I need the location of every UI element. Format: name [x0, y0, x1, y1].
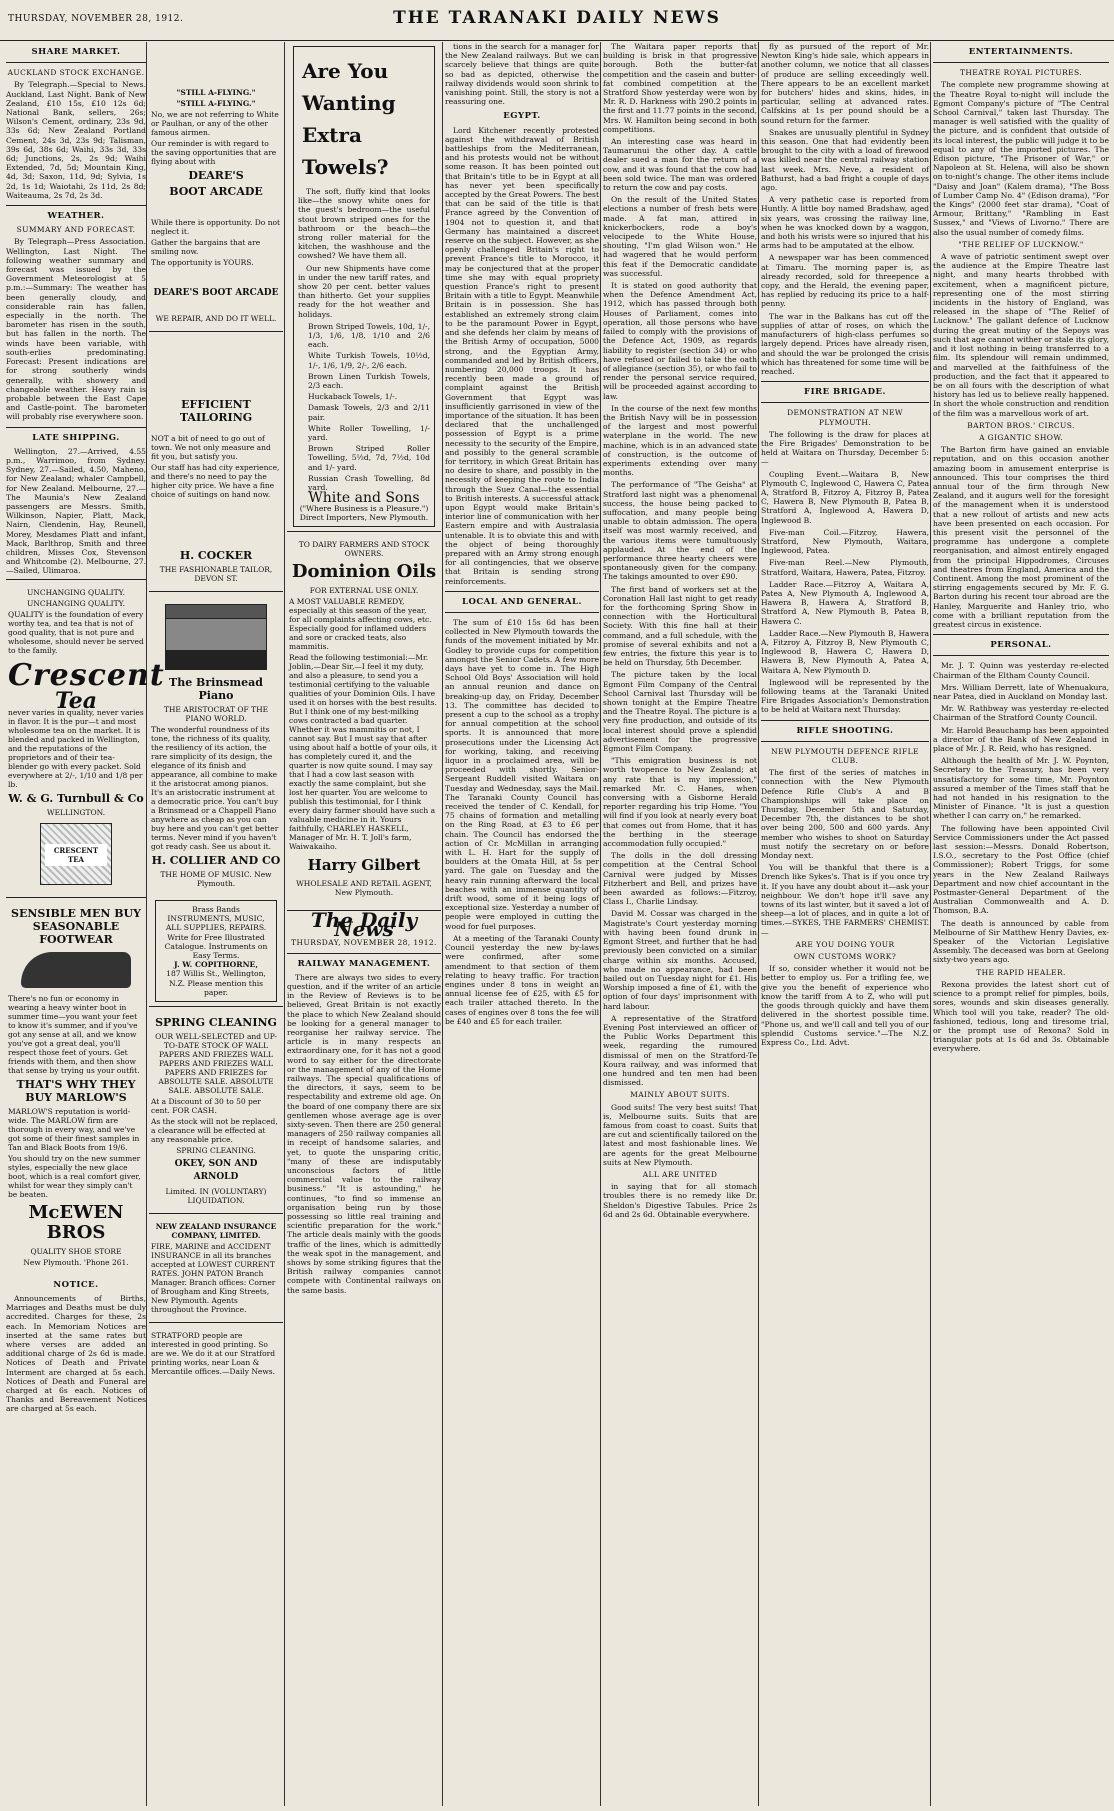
spring-text: OUR WELL-SELECTED and UP-TO-DATE STOCK OF WALL PAPERS AND FRIEZES WALL PAPERS AND FRIEZES WALL PAPERS AND FRIEZES for ABSOLUTE SALE. ABSOLUTE SALE. ABSOLUTE SALE. [155, 1032, 277, 1096]
flying-line-1: "STILL A-FLYING." [176, 88, 256, 97]
efficient-heading: EFFICIENT TAILORING [179, 398, 253, 424]
towel-text-2: Our new Shipments have come in under the new tariff rates, and show 20 per cent. better values than hitherto. Get your supplies ready for the hot weather and holidays. [298, 263, 430, 319]
news-paragraph: The Waitara paper reports that building is brisk in that progressive borough. Both the butter-fat competition and the casein and butter-fat combined competition at the Stratford Show yesterday were won by Mr. R. D. Harkness with 290.2 points in the first and 11.77 points in the second, Mrs. W. Hamilton being second in both competitions. [603, 42, 757, 134]
gilbert-name: Harry Gilbert [307, 855, 421, 874]
railway-text: There are always two sides to every question, and if the writer of an article in the Review of Reviews is to be believed, Great Britain is not exactly the place to which New Zealand should be looking for a general manager to reorganise her railway service. The article is in many respects an extraordinary one, for it has not a good word to say either for the directorate or the management of any of the Home railways. The special qualifications of the directors, it says, seem to be respectability and extreme old age. On the board of one company there are six gentlemen whose average age is over sixty-seven. Then there are 250 general managers of 250 railway companies all in receipt of handsome salaries, and yet, to quote the unsparing critic, "many of these are indisputably unconscious factors of little commercial value to the railway business." "It is astounding," he continues, "to find so immense an organisation being run by those possessing so little real training and scientific preparation for the work." The article deals mainly with the goods traffic of the lines, which is admittedly the weak spot in the management, and shows by some striking figures that the British railway companies cannot compete with Continental railways on the same basis. [287, 972, 441, 1295]
news-paragraph: The first band of workers set at the Coronation Hall last night to get ready for the forthcoming Spring Show in connection with the Horticultural Society. With this fine hall at their command, and a full schedule, with the promise of several exhibits and not a few entries, the fixture this year is to be held on Thursday, 5th December. [603, 584, 757, 668]
lucknow-heading: "THE RELIEF OF LUCKNOW." [958, 239, 1084, 249]
nz-insurance-heading: NEW ZEALAND INSURANCE COMPANY, LIMITED. [155, 1222, 277, 1241]
news-paragraph: The performance of "The Geisha" at Stratford last night was a phenomenal success, the house being packed to suffocation, and many people being unable to obtain admission. The opera itself was most warmly received, and the various items were tumultuously applauded. At the end of the performance three hearty cheers were spontaneously given for the company. The takings amounted to over £90. [603, 480, 757, 582]
news-paragraph: An interesting case was heard in Taumarunui the other day. A cattle dealer sued a man for the return of a cow, and it was found that the cow had been sold twice. The man was ordered to return the cow and pay costs. [603, 137, 757, 193]
fire-brigade-text: The following is the draw for places at the Fire Brigades' Demonstration to be held at Waitara on Thursday, December 5:— [761, 429, 929, 467]
marlow-text-2: You should try on the new summer styles, especially the new glace boot, which is a real comfort giver, whilst for wear they simply can't be beaten. [8, 1153, 141, 1199]
barton-subheading: A GIGANTIC SHOW. [979, 432, 1063, 442]
personal-text: Mrs. William Derrett, late of Whenuakura, near Patea, died in Auckland on Monday last. [933, 682, 1109, 701]
column-rule [930, 42, 931, 1806]
collier-name: H. COLLIER AND CO [151, 854, 281, 867]
list-item: Brown Striped Roller Towelling, 5½d, 7d, 7½d, 10d and 1/- yard. [308, 444, 430, 472]
personal-text: The death is announced by cable from Melbourne of Sir Matthew Henry Davies, ex-Speaker of the Victorian Legislative Assembly. The deceased was born at Geelong sixty-two years ago. [933, 918, 1109, 965]
column-6 [761, 42, 929, 1804]
local-general-text: The sum of £10 15s 6d has been collected in New Plymouth towards the funds of the movement initiated by Mr. Godley to provide cups for competition amongst the Senior Cadets. A few more days have yet to come in. The High School Old Boys' Association will hold an annual reunion and dance on breaking-up day, on Friday, December 13. The committee has decided to present a cup to the school as a trophy for annual competition at the school sports. It is announced that more prosecutions under the Licensing Act for working, taking, and receiving liquor in a proclaimed area, will be proceeded with shortly. Senior-Sergeant Ruddell visited Waitara on Tuesday and Wednesday, says the Mail. The Taranaki County Council has received the tender of C. Kendall, for 75 chains of formation and metalling on the Ring Road, at £3 to £6 per chain. The Council has endorsed the action of Cr. McMillan in arranging with L. H. Hart for the supply of boulders at the Omata Hill, at 5s per yard. The gale on Tuesday and the heavy rain running afterward the local beaches with an immense quantity of drift wood, some of it being logs of exceptional size. Yesterday a number of people were employed in cutting the wood for fuel purposes. [445, 617, 599, 931]
mcewen-address: New Plymouth. 'Phone 261. [23, 1257, 129, 1267]
towel-price-list [298, 322, 430, 492]
mcewen-ad [6, 897, 146, 1275]
rifle-shooting-subheading: NEW PLYMOUTH DEFENCE RIFLE CLUB. [771, 746, 919, 766]
towel-text: The soft, fluffy kind that looks like—the snowy white ones for the guest's bedroom—the useful stout brown striped ones for the bathroom or the beach—the strong roller material for the kitchen, the washhouse and the cowshed? We have them all. [298, 187, 430, 261]
list-item: Brown Linen Turkish Towels, 2/3 each. [308, 371, 430, 391]
crescent-tea-ad [6, 579, 165, 897]
column-1 [6, 42, 165, 1804]
dairy-heading: TO DAIRY FARMERS AND STOCK OWNERS. [298, 539, 430, 558]
deare-name-2: DEARE'S BOOT ARCADE [153, 288, 279, 298]
deare-text-2: Gather the bargains that are smiling now. [151, 238, 261, 256]
white-sons-sub: ("Where Business is a Pleasure.") [299, 503, 429, 513]
column-rule [758, 42, 759, 1806]
personal-text: Mr. J. T. Quinn was yesterday re-elected Chairman of the Eltham County Council. [933, 661, 1109, 680]
news-paragraph: A newspaper war has been commenced at Timaru. The morning paper is, as already recorded, sold for threepence a copy, and the Herald, the evening paper, has replied by reducing its price to a half-penny. [761, 253, 929, 309]
column-rule [600, 42, 601, 1806]
news-paragraph: Snakes are unusually plentiful in Sydney this season. One that had evidently been brought to the city with a load of firewood was killed near the central railway station last week. Mrs. Neve, a resident of Bathurst, had a bad fright a couple of days ago. [761, 127, 929, 193]
news-paragraph: fly as pursued of the report of Mr. Newton King's hide sale, which appears in another column, we notice that all classes of produce are selling exceedingly well. There appears to be an excellent market for butchers' hides and skins, hides, in particular, selling at advanced rates. Calfskins at 1s per pound should be a sound return for the farmer. [761, 42, 929, 125]
flying-text-2: Our reminder is with regard to the saving opportunities that are flying about with [151, 139, 277, 166]
dominion-testimonial: Read the following testimonial:—Mr. Joblin,—Dear Sir,—I feel it my duty, and also a pleasure, to send you a testimonial certifying to the valuable qualities of your Dominion Oils. I have used it on horses with the best results. But I think one of my best-milking cows contracted a bad quarter. Whether it was mammitis or not, I cannot say. But I must say that after using about half a bottle of your oils, it has completely cured it, and the quarter is now quite sound. I may say that I had a cow last season with exactly the same complaint, but she lost her quarter. You are welcome to publish this testimonial, for I think every dairy farmer should have such a valuable medicine in it. Yours faithfully, CHARLEY HASKELL, Manager of Mr. H. T. Joll's farm, Waiwakaiho. [289, 652, 437, 851]
list-item: White Turkish Towels, 10½d, 1/-, 1/6, 1/9, 2/-, 2/6 each. [308, 351, 430, 370]
quality-text: QUALITY is the foundation of every worthy tea, and tea that is not of good quality, that is not pure and wholesome, should never be served to the family. [8, 609, 144, 655]
personal-text: Mr. W. Rathbway was yesterday re-elected Chairman of the Stratford County Council. [933, 704, 1109, 723]
white-sons-address: Direct Importers, New Plymouth. [299, 512, 429, 522]
flying-text: No, we are not referring to White or Paulhan, or any of the other famous airmen. [151, 110, 279, 137]
personal-text: Mr. Harold Beauchamp has been appointed a director of the Bank of New Zealand in place of Mr. J. R. Reid, who has resigned. [933, 725, 1109, 754]
news-paragraph: "This emigration business is not worth twopence to New Zealand; at any rate that is my impression," remarked Mr. C. Hanes, when conversing with a Gisborne Herald reporter regarding his trip Home. "You will find if you look at nearly every boat that comes out from Home, that it has the berthing in the steerage accommodation fully occupied." [603, 756, 757, 849]
notice-text: Announcements of Births, Marriages and Deaths must be duly accredited. Charges for these, 2s each. In Memoriam Notices are inserted at the same rates but where verses are added an additional charge of 2s 6d is made. Notices of Death and Private Interment are charged at 5s each. Notices of Death and Funeral are charged at 6s each. Notices of Thanks and Bereavement Notices are charged at 5s each. [6, 1293, 146, 1414]
news-paragraph: On the result of the United States elections a number of fresh bets were made. A fat man, attired in knickerbockers, rode a boy's velocipede to the White House, shouting, "I'm glad Wilson won." He had wagered that he would perform this feat if the Democratic candidate was successful. [603, 195, 757, 278]
list-item: White Roller Towelling, 1/-yard. [308, 423, 430, 443]
cocker-name: H. COCKER [179, 549, 253, 562]
list-item: Brown Striped Towels, 10d, 1/-, 1/3, 1/6, 1/8, 1/10 and 2/6 each. [308, 321, 430, 350]
tea-logo: Tea [54, 687, 98, 714]
white-sons-name: White and Sons [308, 490, 420, 507]
mcewen-sub: QUALITY SHOE STORE [30, 1246, 122, 1256]
stratford-printing-ad [149, 1322, 283, 1384]
list-item: Five-man Reel.—New Plymouth, Stratford, Waitara, Hawera, Patea, Fitzroy. [761, 558, 929, 577]
weather-subheading: SUMMARY AND FORECAST. [16, 225, 136, 235]
dominion-oils-ad [287, 531, 441, 905]
share-market-heading: SHARE MARKET. [31, 47, 121, 57]
spring-text-3: As the stock will not be replaced, a clearance will be effected at any reasonable price. [151, 1117, 278, 1145]
piano-image [165, 604, 267, 670]
personal-text: Although the health of Mr. J. W. Poynton, Secretary to the Treasury, has been very unsatisfactory for some time, Mr. Poynton assured a member of the Times staff that he had not handed in his resignation to the Minister of Finance. "It is just a question whether I can carry on," he remarked. [933, 756, 1109, 821]
nz-insurance-ad [149, 1213, 283, 1322]
column-7 [933, 42, 1109, 1804]
news-paragraph: In the course of the next few months the British Navy will be in possession of the largest and most powerful waterplane in the world. The new machine, which is in an advanced state of construction, is the outcome of experiments extending over many months. [603, 403, 757, 478]
news-paragraph: The dolls in the doll dressing competition at the Central School Carnival were judged by Misses Fitzherbert and Bell, and prizes have been awarded as follows:—Fitzroy, Class I., Charlie Lindsay. [603, 851, 757, 907]
rapid-healer-text: Rexona provides the latest short cut of science to a prompt relief for pimples, boils, sores, wounds and skin diseases generally. Which tool will you take, reader? The old-fashioned, tedious, long and tiresome trial, or the prompt use of Rexona? Sold in triangular pots at 1s 6d and 3s. Obtainable everywhere. [933, 979, 1109, 1054]
deare-text-3: The opportunity is YOURS. [151, 258, 254, 267]
brinsmead-text: The wonderful roundness of its tone, the richness of its quality, the resiliency of its action, the rare simplicity of its design, the elegance of its finish and appearance, all combine to make it the aristocrat among pianos. It's an aristocratic instrument at a democratic price. You can't buy a Brinsmead or a Chappell Piano anywhere as cheap as you can buy here and you can't get better terms. Never mind if you haven't got ready cash. See us about it. [151, 725, 279, 851]
news-paragraph: It is stated on good authority that when the Defence Amendment Act, 1912, which has passed through both Houses of Parliament, comes into operation, all those persons who have failed to comply with the provisions of the Defence Act, 1909, as regards liability to register (section 34) or who have refused or failed to take the oath of allegiance (section 35), or who fail to render the personal service required, will be proceeded against according to law. [603, 281, 757, 401]
egypt-heading: EGYPT. [503, 111, 541, 122]
fire-brigade-subheading: DEMONSTRATION AT NEW PLYMOUTH. [787, 408, 903, 427]
news-paragraph: The war in the Balkans has cut off the supplies of attar of roses, on which the manufacturers of high-class perfumes so largely depend. Prices have already risen, and should the war be prolonged the crisis which has threatened for some time will be reached. [761, 311, 929, 376]
sykes-text: You will be thankful that there is a Drench like Sykes's. That is if you once try it. If you have any doubt about it—ask your neighbour. We don't hope it'll save any towns of its last winter, but it saved a lot of sheep—a lot of places, and in quite a lot of times.—SYKES, THE FARMERS' CHEMIST.— [761, 863, 929, 937]
column-2 [149, 42, 283, 1804]
editorial-date: THURSDAY, NOVEMBER 28, 1912. [291, 938, 437, 948]
towels-ad [293, 46, 435, 527]
shipping-heading: LATE SHIPPING. [32, 432, 120, 443]
masthead-date: THURSDAY, NOVEMBER 28, 1912. [8, 14, 184, 24]
theatre-royal-text: The complete new programme showing at the Theatre Royal to-night will include the Egmont Company's picture of "The Central School Carnival," taken last Thursday. The manager is well satisfied with the quality of the picture, and is confident that outside of its local interest, the public will judge it to be equal to any of the imported pictures. The Edison picture, "The Prisoner of War," or Napoleon at St. Helena, will also be shown on to-night's change. The other items include "Daisy and Joan" (Kalem drama), "The Boss of Lumber Camp No. 4" (Edison drama), "For the Kings" (2000 feet star drama), "Coat of Armour, Brittany," "Rambling in East Sussex," and "Views of Livorno." There are also the usual number of comedy films. [933, 80, 1109, 237]
share-market-text: By Telegraph.—Special to News. Auckland, Last Night. Bank of New Zealand, £10 15s, £10 12s 6d; National Bank, sellers, 26s; Wilson's Cement, ordinary, 23s 9d, 33s 6d; New Zealand Portland Cement, 24s 3d, 23s 9d; Talisman, 39s 6d, 38s 6d; Waihi, 33s 3d, 33s 6d; Junctions, 2s, 2s 9d; Waihi Extended, 7d, 5d; Mountain King, 4d, 3d; Saxon, 11d, 9d; Sylvia, 1s 2d, 1s 1d; Waiotahi, 2s 11d, 2s 8d; Waiteauma, 2s 7d, 2s 3d. [6, 80, 146, 200]
column-rule [146, 42, 147, 1806]
tailor-text-2: Our staff has had city experience, and there's no need to pay the higher city price. We have a fine choice of suitings on hand now. [151, 463, 280, 499]
column-4 [445, 42, 599, 1804]
okey-sub: Limited. IN (VOLUNTARY) LIQUIDATION. [165, 1187, 267, 1206]
column-5 [603, 42, 757, 1804]
fire-brigade-text-2: Inglewood will be represented by the following teams at the Taranaki United Fire Brigades Association's Demonstration to be held at Waitara next Thursday. [761, 677, 929, 715]
railway-continued: tions in the search for a manager for the New Zealand railways. But we can scarcely believe that things are quite so bad as depicted, otherwise the railway dividends would soon shrink to vanishing point. Still, the story is not a reassuring one. [445, 42, 599, 107]
spring-cleaning-ad [149, 1006, 283, 1213]
list-item: Five-man Coil.—Fitzroy, Hawera, Stratford, New Plymouth, Waitara, Inglewood, Patea. [761, 527, 929, 556]
tailor-text: NOT a bit of need to go out of town. We not only measure and fit you, but satisfy you. [151, 434, 271, 461]
deare-text: While there is opportunity. Do not neglect it. [151, 218, 281, 236]
column-rule [284, 42, 285, 1806]
weather-heading: WEATHER. [47, 211, 105, 222]
dominion-text: A MOST VALUABLE REMEDY, especially at this season of the year, for all complaints affecting cows, etc. Especially good for inflamed udders and sore or cracked teats, also mammitis. [289, 596, 432, 651]
brass-address: 187 Willis St., Wellington, N.Z. Please mention this paper. [166, 969, 266, 997]
towel-heading-2: Wanting [302, 91, 396, 115]
entertainments-heading: ENTERTAINMENTS. [968, 47, 1074, 57]
news-paragraph: A very pathetic case is reported from Huntly. A little boy named Bradshaw, aged six years, was crossing the railway line, when he was knocked down by a waggon, and both his wrists were so injured that his arms had to be amputated at the elbow. [761, 195, 929, 251]
personal-heading: PERSONAL. [990, 640, 1052, 651]
quality-line-2: UNCHANGING QUALITY. [26, 598, 125, 608]
crescent-logo: Crescent [8, 657, 165, 693]
gilbert-sub: WHOLESALE AND RETAIL AGENT, New Plymouth. [296, 878, 432, 897]
news-paragraph: The picture taken by the local Egmont Film Company of the Central School Carnival last Thursday will be shown tonight at the Empire Theatre and the Theatre Royal. The picture is a very fine production, and outside of its local interest should prove a splendid advertisement for the progressive Egmont Film Company. [603, 670, 757, 754]
share-market-subheading: AUCKLAND STOCK EXCHANGE. [7, 68, 145, 78]
list-item: Damask Towels, 2/3 and 2/11 pair. [308, 403, 430, 422]
barton-heading: BARTON BROS.' CIRCUS. [967, 420, 1075, 430]
theatre-royal-heading: THEATRE ROYAL PICTURES. [959, 68, 1083, 78]
boot-image [21, 952, 131, 988]
rifle-shooting-heading: RIFLE SHOOTING. [796, 725, 894, 736]
daily-news-nameplate: The Daily News [310, 907, 418, 942]
brinsmead-ad [149, 591, 283, 896]
list-item: Ladder Race.—Fitzroy A, Waitara A, Patea A, New Plymouth A, Inglewood A, Hawera B, Hawera A, Stratford B, Stratford A, New Plymouth B, Patea B, Hawera C. [761, 579, 929, 626]
towel-heading-4: Towels? [302, 155, 389, 179]
list-item: Ladder Race.—New Plymouth B, Hawera A, Fitzroy A, Fitzroy B, New Plymouth C, Inglewood B, Hawera C, Hawera D, Hawera B, New Plymouth A, Patea A, Waitara A, New Plymouth D. [761, 628, 929, 675]
shipping-text: Wellington, 27.—Arrived, 4.55 p.m., Warrimoo, from Sydney. Sydney, 27.—Sailed, 4.50, Maheno, for New Zealand; whaler Campbell, for New Zealand. Melbourne, 27.—The Maunia's New Zealand passengers are Messrs. Smith, Wilkinson, Napier, Platt, Mack, Nairn, Clendenin, Hay, Reunell, Morey, Mesdames Platt and infant, Mack, Barlthrop, Smith and three children, Misses Cox, Stevenson and Whitcombe (2). Melbourne, 27.—Sailed, Ulimaroa. [6, 446, 146, 576]
news-paragraph: David M. Cossar was charged in the Magistrate's Court yesterday morning with having been found drunk in Egmont Street, and further that he had previously been convicted on a similar charge within six months. Accused, who made no appearance, had been bailed out on Tuesday night for £1. His Worship imposed a fine of £1, with the option of four days' imprisonment with hard labour. [603, 909, 757, 1011]
notice-heading: NOTICE. [53, 1279, 99, 1290]
railway-heading: RAILWAY MANAGEMENT. [297, 958, 431, 969]
quality-line-1: UNCHANGING QUALITY. [26, 587, 125, 597]
flying-line-2: "STILL A-FLYING." [176, 99, 256, 108]
brass-name: J. W. COPITHORNE, [174, 960, 258, 970]
spring-heading: SPRING CLEANING [155, 1016, 277, 1030]
deare-repair: WE REPAIR, AND DO IT WELL. [155, 314, 277, 323]
fire-brigade-heading: FIRE BRIGADE. [804, 387, 886, 398]
deare-name: DEARE'S [188, 169, 244, 182]
brinsmead-sub: THE ARISTOCRAT OF THE PIANO WORLD. [163, 705, 269, 723]
rifle-shooting-text: The first of the series of matches in connection with the New Plymouth Defence Rifle Club's A and B Championships will take place on Thursday, December 5th and Saturday, December 7th, the distances to be shot over being 200, 500 and 600 yards. Any member who wishes to shoot on Saturday must notify the secretary on or before Monday next. [761, 768, 929, 861]
brass-bands-ad [155, 900, 277, 1002]
collier-sub: THE HOME OF MUSIC. New Plymouth. [160, 870, 272, 888]
sensible-heading: SENSIBLE MEN BUY SEASONABLE FOOTWEAR [11, 906, 141, 946]
customs-heading-2: OWN CUSTOMS WORK? [793, 952, 897, 962]
list-item: Huckaback Towels, 1/-. [308, 392, 398, 402]
lucknow-text: A wave of patriotic sentiment swept over the audience at the Empire Theatre last night, and many hearts throbbed with excitement, when a magnificent picture, representing one of the most stirring incidents in the history of England, was released in the shape of "The Relief of Lucknow." The gallant defence of Lucknow during the great mutiny of the Sepoys was such that age cannot wither or stale its glory, and it lost nothing in being transferred to a film. Its splendour will remain undimmed, and marvelled at the faithfulness of the production, and the fact that it appeared to be on all fours with the description of what history has led us to believe really happened. In short the whole construction and rendition of the film was a marvellous work of art. [933, 252, 1109, 418]
egypt-text: Lord Kitchener recently protested against the withdrawal of British battleships from the Mediterranean, and his protests would not be without some reason. It has been pointed out that Britain's title to be in Egypt at all has never yet been specifically accepted by the Great Powers. The best that can be said of the title is that France agreed by the Convention of 1904 not to question it, and that Germany has maintained a discreet reserve on the subject. However, as she openly challenged Britain's right to prevent France's title to Morocco, it may be conjectured that at the proper time she may with equal propriety question France's right to present Britain with a title to Egypt. Meanwhile Britain is in possession. She has established an extremely strong claim to be the paramount Power in Egypt, and she defends her claim by means of the British Army of occupation, 5000 strong, and the Egyptian Army, commanded and led by British officers, numbering 20,000 troops. It has recently been made a ground of complaint against the British Government that Egypt was insufficiently garrisoned in view of the importance of the situation. It has been declared that the unchallenged possession of Egypt is a prime necessity to the security of the Empire, and possibly to the general scramble for territory, in which Great Britain has no desire to share, and possibly in the necessity of keeping the route to India through the Suez Canal—the essential to British interests. A successful attack upon Egypt would make Britain's interior line of communication with her Eastern empire and with Australasia untenable. It is to obviate this and with the object of being thoroughly prepared with an Army strong enough for all contingencies, that we observe that Britain is sending strong reinforcements. [445, 125, 599, 586]
stratford-text: STRATFORD people are interested in good printing. So are we. We do it at our Stratford printing works, near Loan & Mercantile offices.—Daily News. [151, 1331, 276, 1377]
cocker-sub: THE FASHIONABLE TAILOR, DEVON ST. [159, 565, 273, 583]
customs-heading-1: ARE YOU DOING YOUR [795, 939, 895, 949]
barton-text: The Barton firm have gained an enviable reputation, and on this occasion another amazing boom in amusement enterprise is announced. This tour comprises the third annual tour of the firm through New Zealand, and it augurs well for the foresight of the management when it is understood that a new rollout of artists and new acts have been presented on each occasion. For this present visit the personnel of the programme has undergone a complete reorganisation, and almost entirely engaged from the principal Hippodromes, Circuses and theatres from England, America and the Continent. Among the most prominent of the stirring engagements secured by Mr. F. G. Barton during his recent tour abroad are the Hanley, Marguerite and Hanley trio, who come with a brilliant reputation from the greatest circus in existence. [933, 445, 1109, 629]
dominion-name: Dominion Oils [291, 560, 437, 582]
column-rule [442, 42, 443, 1806]
spring-text-2: At a Discount of 30 to 50 per cent. FOR CASH. [151, 1097, 261, 1116]
marlow-text: MARLOW'S reputation is world-wide. The MARLOW firm are thorough in every way, and we've got some of their finest samples in Tan and Black Boots from 19/6. [8, 1106, 140, 1152]
rapid-healer-heading: THE RAPID HEALER. [976, 967, 1066, 977]
brinsmead-name: The Brinsmead Piano [169, 676, 263, 702]
masthead [0, 0, 1114, 41]
tea-packet-label: CRESCENT TEA [45, 844, 107, 866]
local-general-heading: LOCAL AND GENERAL. [462, 596, 582, 607]
footwear-text: There's no fun or economy in wearing a heavy winter boot in summer time—you want your feet to know it's summer, and if you've got any sense at all, and we know you've got a great deal, you'll respect those feet of yours. Get friends with them, and then show that sense by trying us your outfit. [8, 993, 140, 1075]
deare-ad [149, 42, 283, 331]
news-paragraph: Good suits! The very best suits! That is, Melbourne suits. Suits that are famous from coast to coast. Suits that are cut and scientifically tailored on the latest and most fashionable lines. We are agents for the great Melbourne suits at New Plymouth. [603, 1102, 757, 1167]
brass-text: INSTRUMENTS, MUSIC, ALL SUPPLIES, REPAIRS. Write for Free Illustrated Catalogue. Instruments on Easy Terms. [164, 914, 268, 961]
turnbull-city: WELLINGTON. [46, 807, 106, 817]
list-item: Coupling Event.—Waitara B, New Plymouth C, Inglewood C, Hawera C, Patea A, Stratford B, Fitzroy A, Fitzroy B, Patea C, Hawera B, New Plymouth B, Patea B, Stratford A, Inglewood A, Hawera D, Inglewood B. [761, 469, 929, 525]
list-item: Russian Crash Towelling, 8d yard. [308, 473, 430, 493]
towel-heading-3: Extra [302, 123, 362, 147]
column-3 [287, 42, 441, 1804]
weather-text: By Telegraph—Press Association. Wellington, Last Night. The following weather summary and forecast was issued by the Government Meteorologist at 5 p.m.:—Summary: The weather has been generally cloudy, and considerable rain has fallen, especially in the north. The barometer has risen in the south, but has fallen in the north. The winds have been variable, with south-erlies predominating. Forecast: Present indications are for strong southerly winds generally, with showery and changeable weather. Heavy rain is probable between the East Cape and Castle-point. The barometer will probably rise everywhere soon. [6, 237, 146, 422]
tea-packet-image [40, 823, 112, 885]
news-paragraph: in saying that for all stomach troubles there is no remedy like Dr. Sheldon's Digestive Tabules. Price 2s 6d and 2s 6d. Obtainable everywhere. [603, 1182, 757, 1219]
news-paragraph: A representative of the Stratford Evening Post interviewed an officer of the Public Works Department this week, regarding the rumoured dismissal of men on the Stratford-Te Koura railway, and was informed that one hundred and ten men had been dismissed. [603, 1013, 757, 1088]
dominion-sub: FOR EXTERNAL USE ONLY. [309, 585, 419, 595]
mcewen-name: McEWEN BROS [28, 1201, 124, 1243]
boot-arcade-name: BOOT ARCADE [169, 185, 263, 198]
united-heading: ALL ARE UNITED [642, 1169, 718, 1179]
masthead-title: THE TARANAKI DAILY NEWS [393, 8, 721, 28]
nz-insurance-text: FIRE, MARINE and ACCIDENT INSURANCE in all its branches accepted at LOWEST CURRENT RATES. JOHN PATON Branch Manager. Branch offices: Corner of Brougham and King Streets, New Plymouth. Agents throughout the Province. [151, 1242, 276, 1315]
personal-text: The following have been appointed Civil Service Commissioners under the Act passed last session:—Messrs. Donald Robertson, I.S.O., secretary to the Post Office (chief Commissioner); Robert Triggs, for some years in the New Zealand Railways Department and now chief accountant in the Postmaster-General Department of the Australian Commonwealth and A. D. Thomson, B.A. [933, 823, 1109, 916]
customs-text: If so, consider whether it would not be better to employ us. For a trifling fee, we give you the benefit of experience who know the tariff from A to Z, who will put the goods through quickly and have them delivered in the shortest possible time. "Phone us, and we'll call and tell you of our splendid Customs service."—The N.Z. Express Co., Ltd. Advt. [761, 964, 929, 1047]
turnbull-name: W. & G. Turnbull & Co [8, 791, 144, 805]
marlow-heading: THAT'S WHY THEY BUY MARLOW'S [16, 1077, 136, 1104]
cocker-ad [149, 331, 283, 591]
brass-heading: Brass Bands [192, 905, 240, 914]
crescent-text: never varies in quality, never varies in flavor. It is the pur—t and most wholesome tea on the market. It is blended and packed in Wellington, and the reputations of the proprietors and of their tea-blender go with every packet. Sold everywhere at 2/-, 1/10 and 1/8 per lb. [8, 707, 144, 789]
suits-heading: MAINLY ABOUT SUITS. [630, 1090, 730, 1100]
local-general-text-2: At a meeting of the Taranaki County Council yesterday the new by-laws were confirmed, after some amendment to that section of them relating to heavy traffic. For traction engines under 8 tons in weight an annual license fee of £25, with £5 for each trailer attached thereto. In the cases of engines over 8 tons the fee will be £40 and £5 for each trailer. [445, 933, 599, 1026]
towel-heading-1: Are You [302, 59, 389, 83]
okey-name: OKEY, SON AND ARNOLD [174, 1159, 258, 1183]
spring-heading-2: SPRING CLEANING. [176, 1146, 256, 1156]
